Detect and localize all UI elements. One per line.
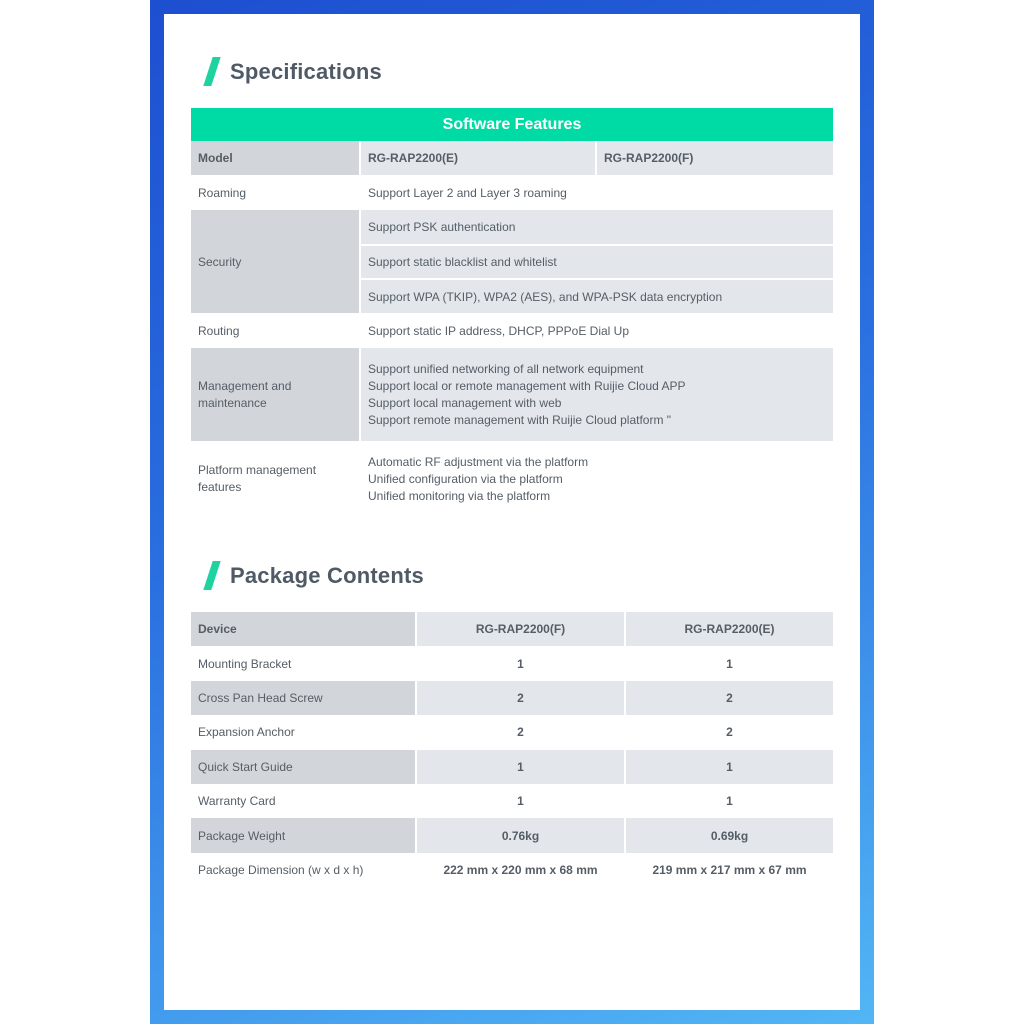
software-features-header: Software Features [191, 108, 833, 141]
value-f: 2 [415, 715, 624, 749]
device-name: Expansion Anchor [198, 725, 295, 740]
table-row [191, 715, 833, 749]
table-row [191, 348, 833, 441]
value-f: 1 [415, 646, 624, 680]
security-value: Support PSK authentication [361, 210, 833, 244]
table-row [191, 210, 833, 313]
platform-value: Automatic RF adjustment via the platform [368, 454, 589, 469]
col-model: Model [191, 141, 359, 175]
value-e: 0.69kg [624, 818, 833, 852]
platform-label-text: Platform management features [198, 463, 317, 494]
table-row [191, 750, 833, 784]
management-label [191, 348, 359, 441]
value-f: 1 [415, 784, 624, 818]
value-e: 1 [624, 646, 833, 680]
table-row [191, 646, 833, 680]
value-f: 2 [415, 681, 624, 715]
roaming-label: Roaming [198, 185, 247, 200]
col-e: RG-RAP2200(E) [624, 612, 833, 646]
device-name: Mounting Bracket [198, 656, 292, 671]
col-device: Device [191, 612, 415, 646]
security-values [359, 210, 833, 313]
platform-label [191, 441, 359, 517]
value-f: 0.76kg [415, 818, 624, 852]
table-row [191, 441, 833, 517]
package-contents-table [191, 612, 833, 887]
table-row [191, 784, 833, 818]
value-e: 219 mm x 217 mm x 67 mm [624, 853, 833, 887]
value-e: 1 [624, 750, 833, 784]
routing-label: Routing [198, 323, 240, 338]
roaming-value: Support Layer 2 and Layer 3 roaming [359, 175, 833, 210]
management-value: Support local or remote management with Ruijie Cloud APP [368, 378, 686, 393]
table-row [191, 818, 833, 852]
device-name: Quick Start Guide [191, 750, 415, 784]
table-row [191, 681, 833, 715]
table-header-row [191, 612, 833, 646]
col-model-f: RG-RAP2200(F) [595, 141, 833, 175]
value-f: 1 [415, 750, 624, 784]
security-value: Support static blacklist and whitelist [361, 244, 833, 278]
platform-value: Unified configuration via the platform [368, 471, 563, 486]
slash-accent-icon [203, 57, 220, 86]
value-e: 2 [624, 681, 833, 715]
specifications-title: Specifications [230, 58, 382, 84]
platform-values [359, 441, 833, 517]
software-features-table [191, 108, 833, 517]
security-label: Security [191, 210, 359, 313]
package-heading [204, 561, 424, 590]
routing-value: Support static IP address, DHCP, PPPoE Dial Up [359, 313, 833, 348]
management-value: Support local management with web [368, 395, 562, 410]
specifications-heading [204, 57, 382, 86]
col-model-e: RG-RAP2200(E) [359, 141, 595, 175]
security-value: Support WPA (TKIP), WPA2 (AES), and WPA-PSK data encryption [361, 278, 833, 313]
table-row [191, 853, 833, 887]
table-row [191, 313, 833, 348]
table-header-row [191, 141, 833, 175]
table-row [191, 175, 833, 210]
device-name: Package Weight [191, 818, 415, 852]
value-f: 222 mm x 220 mm x 68 mm [415, 853, 624, 887]
col-f: RG-RAP2200(F) [415, 612, 624, 646]
value-e: 1 [624, 784, 833, 818]
management-label-text: Management and maintenance [198, 378, 292, 410]
device-name: Cross Pan Head Screw [191, 681, 415, 715]
management-value: Support unified networking of all network equipment [368, 361, 644, 376]
management-value: Support remote management with Ruijie Cloud platform " [368, 412, 672, 427]
platform-value: Unified monitoring via the platform [368, 488, 551, 503]
device-name: Warranty Card [198, 794, 276, 809]
value-e: 2 [624, 715, 833, 749]
device-name: Package Dimension (w x d x h) [198, 862, 364, 877]
package-title: Package Contents [230, 562, 424, 588]
management-values [359, 348, 833, 441]
slash-accent-icon [203, 561, 220, 590]
